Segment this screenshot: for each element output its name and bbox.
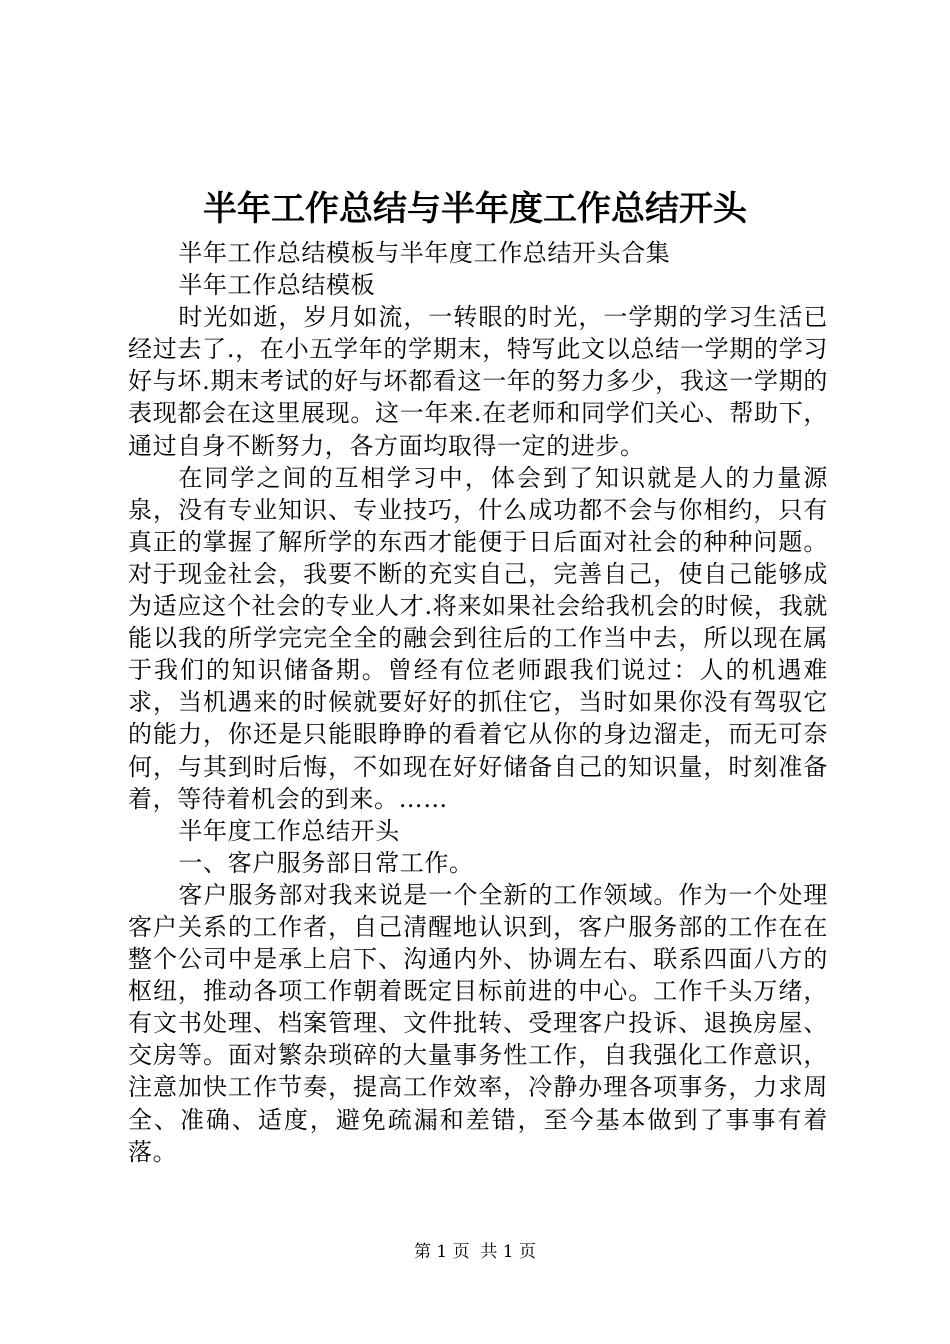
page-total: 共 1 页 — [480, 1242, 537, 1262]
page-footer — [0, 1240, 950, 1264]
paragraph-customer-service: 客户服务部对我来说是一个全新的工作领域。作为一个处理客户关系的工作者，自己清醒地认识到，客户服务部的工作在在整个公司中是承上启下、沟通内外、协调左右、联系四面八方的枢纽，推动各项工作朝着既定目标前进的中心。工作千头万绪，有文书处理、档案管理、文件批转、受理客户投诉、退换房屋、交房等。面对繁杂琐碎的大量事务性工作，自我强化工作意识，注意加快工作节奏，提高工作效率，冷静办理各项事务，力求周全、准确、适度，避免疏漏和差错，至今基本做到了事事有着落。 — [128, 880, 828, 1166]
footer-spacer — [470, 1242, 481, 1262]
section-heading-template: 半年工作总结模板 — [178, 271, 376, 300]
subheading-customer-service: 一、客户服务部日常工作。 — [178, 848, 474, 877]
document-body — [128, 237, 828, 1168]
document-title: 半年工作总结与半年度工作总结开头 — [203, 189, 747, 229]
page-number: 第 1 页 — [413, 1242, 470, 1262]
paragraph-mutual-learning: 在同学之间的互相学习中，体会到了知识就是人的力量源泉，没有专业知识、专业技巧，什么成功都不会与你相约，只有真正的掌握了解所学的东西才能便于日后面对社会的种种问题。对于现金社会，我要不断的充实自己，完善自己，使自己能够成为适应这个社会的专业人才.将来如果社会给我机会的时候，我就能以我的所学完完全全的融会到往后的工作当中去，所以现在属于我们的知识储备期。曾经有位老师跟我们说过：人的机遇难求，当机遇来的时候就要好好的抓住它，当时如果你没有驾驭它的能力，你还是只能眼睁睁的看着它从你的身边溜走，而无可奈何，与其到时后悔，不如现在好好储备自己的知识量，时刻准备着，等待着机会的到来。…… — [128, 463, 828, 813]
paragraph-study-summary: 时光如逝，岁月如流，一转眼的时光，一学期的学习生活已经过去了.，在小五学年的学期末，特写此文以总结一学期的学习好与坏.期末考试的好与坏都看这一年的努力多少，我这一学期的表现都会在这里展现。这一年来.在老师和同学们关心、帮助下，通过自身不断努力，各方面均取得一定的进步。 — [128, 303, 828, 460]
section-heading-opening: 半年度工作总结开头 — [178, 816, 400, 845]
collection-heading: 半年工作总结模板与半年度工作总结开头合集 — [178, 239, 671, 267]
